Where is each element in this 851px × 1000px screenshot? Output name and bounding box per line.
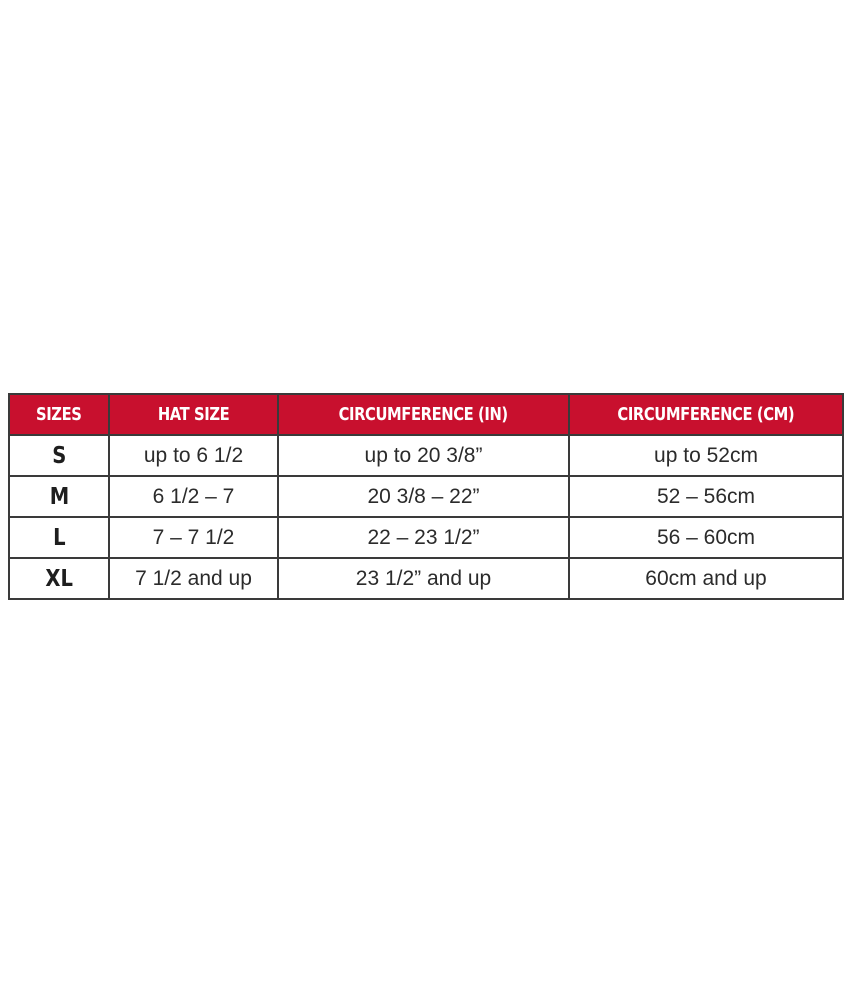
table-row bbox=[9, 476, 843, 517]
hat-size-cell: 6 1/2 – 7 bbox=[109, 476, 278, 517]
size-chart-table bbox=[8, 393, 844, 600]
header-circumference-cm-label: CIRCUMFERENCE (CM) bbox=[617, 404, 795, 425]
header-circumference-in-label: CIRCUMFERENCE (IN) bbox=[338, 404, 509, 425]
circumference-cm-cell: 52 – 56cm bbox=[569, 476, 843, 517]
header-sizes-label: SIZES bbox=[36, 404, 82, 425]
table-row bbox=[9, 517, 843, 558]
header-hat-size-label: HAT SIZE bbox=[157, 404, 230, 425]
header-row bbox=[9, 394, 843, 435]
table-row bbox=[9, 558, 843, 599]
hat-size-cell: 7 – 7 1/2 bbox=[109, 517, 278, 558]
header-sizes bbox=[9, 394, 109, 435]
circumference-in-cell: 22 – 23 1/2” bbox=[278, 517, 569, 558]
circumference-cm-cell: up to 52cm bbox=[569, 435, 843, 476]
size-label: S bbox=[51, 442, 67, 469]
size-cell bbox=[9, 476, 109, 517]
header-circumference-cm bbox=[569, 394, 843, 435]
table-row bbox=[9, 435, 843, 476]
circumference-in-cell: 20 3/8 – 22” bbox=[278, 476, 569, 517]
circumference-cm-cell: 56 – 60cm bbox=[569, 517, 843, 558]
size-cell bbox=[9, 517, 109, 558]
circumference-in-cell: up to 20 3/8” bbox=[278, 435, 569, 476]
table-body bbox=[9, 435, 843, 599]
circumference-in-cell: 23 1/2” and up bbox=[278, 558, 569, 599]
size-cell bbox=[9, 558, 109, 599]
size-cell bbox=[9, 435, 109, 476]
header-hat-size bbox=[109, 394, 278, 435]
size-label: XL bbox=[45, 565, 73, 592]
size-label: L bbox=[52, 524, 66, 551]
hat-size-cell: up to 6 1/2 bbox=[109, 435, 278, 476]
table-header bbox=[9, 394, 843, 435]
circumference-cm-cell: 60cm and up bbox=[569, 558, 843, 599]
hat-size-cell: 7 1/2 and up bbox=[109, 558, 278, 599]
size-label: M bbox=[49, 483, 69, 510]
header-circumference-in bbox=[278, 394, 569, 435]
